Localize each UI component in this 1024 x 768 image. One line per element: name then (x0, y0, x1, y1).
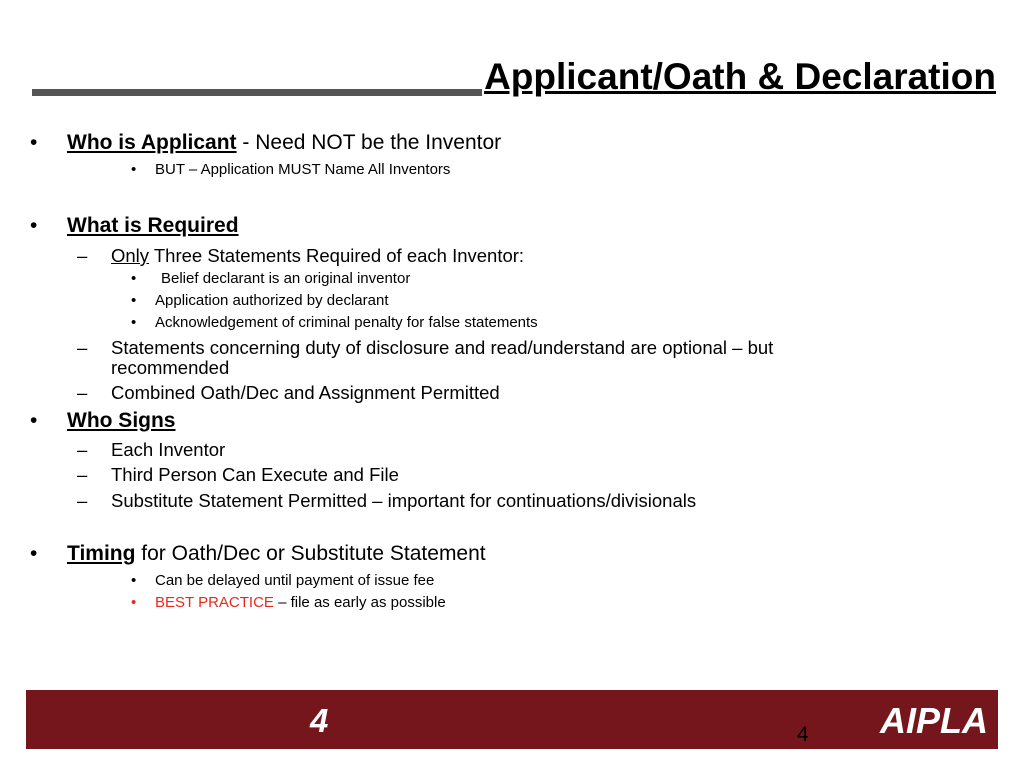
required-item-1-rest: Three Statements Required of each Inventor: (149, 245, 525, 266)
bullet-dot: • (30, 542, 38, 565)
timing-rest: for Oath/Dec or Substitute Statement (135, 542, 486, 565)
bullet-dot: • (131, 270, 137, 287)
footer-bar (26, 690, 998, 749)
timing-sub-2-line (155, 594, 446, 611)
signs-item-2-text: Third Person Can Execute and File (111, 464, 399, 485)
dash: – (77, 337, 88, 358)
dash: – (77, 382, 88, 403)
dash: – (77, 439, 88, 460)
dash: – (77, 464, 88, 485)
timing-line (67, 542, 486, 566)
applicant-rest: - Need NOT be the Inventor (236, 131, 502, 154)
bullet-dot: • (131, 292, 137, 309)
bullet-dot: • (131, 314, 137, 331)
footer-slide-number: 4 (310, 702, 329, 739)
best-practice-label: BEST PRACTICE (155, 594, 274, 611)
bullet-dot: • (30, 131, 38, 154)
applicant-line (67, 131, 501, 155)
page-number: 4 (797, 723, 809, 746)
signs-item-3-text: Substitute Statement Permitted – important for continuations/divisionals (111, 490, 697, 511)
bullet-dot: • (30, 214, 38, 237)
required-heading: What is Required (67, 214, 239, 237)
signs-item-1-text: Each Inventor (111, 439, 226, 460)
required-sub-2-text: Application authorized by declarant (155, 292, 389, 309)
applicant-heading: Who is Applicant (67, 131, 237, 154)
required-sub-3-text: Acknowledgement of criminal penalty for false statements (155, 314, 538, 331)
dash: – (77, 245, 88, 266)
signs-heading: Who Signs (67, 409, 176, 432)
timing-sub-2-rest: – file as early as possible (273, 594, 446, 611)
required-item-3-text: Combined Oath/Dec and Assignment Permitted (111, 382, 500, 403)
required-item-2-line-1: Statements concerning duty of disclosure and read/understand are optional – but (111, 337, 774, 358)
timing-sub-1-text: Can be delayed until payment of issue fee (155, 572, 435, 589)
bullet-dot: • (30, 409, 38, 432)
required-only: Only (111, 245, 150, 266)
required-item-2-line-2: recommended (111, 357, 230, 378)
bullet-dot: • (131, 161, 137, 178)
aipla-logo: AIPLA (880, 700, 988, 741)
timing-heading: Timing (67, 542, 136, 565)
required-sub-1-text: Belief declarant is an original inventor (161, 270, 411, 287)
page-title: Applicant/Oath & Declaration (484, 56, 996, 97)
bullet-dot: • (131, 572, 137, 589)
bullet-dot: • (131, 594, 137, 611)
required-item-1-line (111, 245, 524, 266)
applicant-sub-1-text: BUT – Application MUST Name All Inventors (155, 161, 451, 178)
dash: – (77, 490, 88, 511)
